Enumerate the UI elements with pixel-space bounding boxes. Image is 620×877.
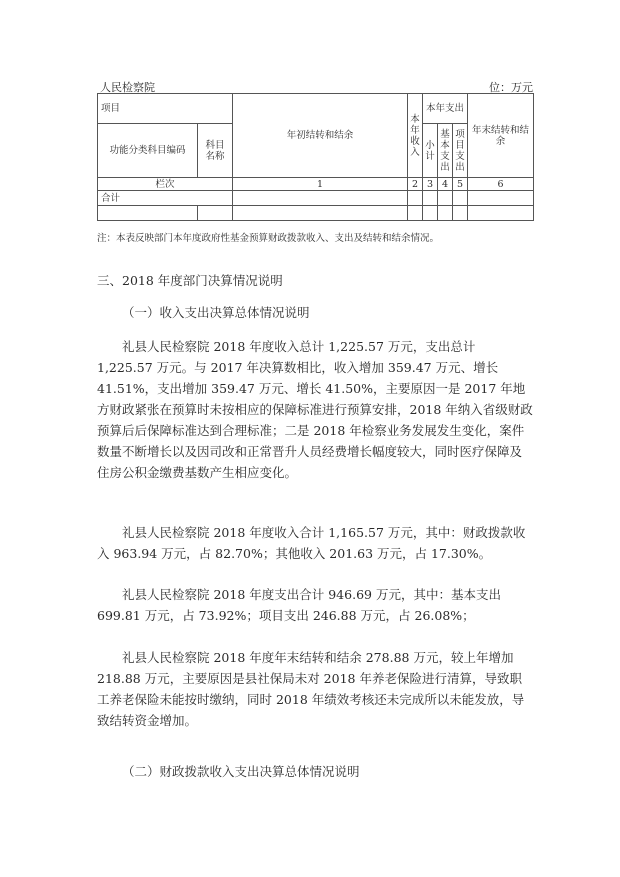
- subsection-1-title: （一）收入支出决算总体情况说明: [122, 305, 310, 320]
- project-expense-header: 项目支出: [455, 128, 465, 173]
- section-3-title: 三、2018 年度部门决算情况说明: [97, 273, 283, 288]
- col-number: 1: [233, 178, 408, 191]
- col-number: 6: [468, 178, 534, 191]
- end-balance-header: 年末结转和结余: [468, 94, 534, 178]
- unit-label: 位：万元: [489, 81, 533, 94]
- subsection-2-title: （二）财政拨款收入支出决算总体情况说明: [122, 764, 360, 779]
- paragraph-3: 礼县人民检察院 2018 年度支出合计 946.69 万元，其中：基本支出 699.81 万元，占 73.92%；项目支出 246.88 万元，占 26.08%；: [97, 587, 501, 623]
- subtotal-header: 小计: [425, 139, 435, 162]
- col-number: 5: [453, 178, 468, 191]
- col-row-label: 栏次: [98, 178, 233, 191]
- begin-balance-header: 年初结转和结余: [233, 94, 408, 178]
- subject-name-header: 科目名称: [205, 139, 225, 162]
- col-number: 2: [408, 178, 423, 191]
- paragraph-2: 礼县人民检察院 2018 年度收入合计 1,165.57 万元，其中：财政拨款收入 963.94 万元，占 82.70%；其他收入 201.63 万元，占 17.30%。: [97, 525, 526, 561]
- total-label: 合计: [98, 191, 233, 206]
- col-number: 3: [423, 178, 438, 191]
- col-number: 4: [438, 178, 453, 191]
- table-note: 注：本表反映部门本年度政府性基金预算财政拨款收入、支出及结转和结余情况。: [97, 233, 440, 244]
- item-header: 项目: [98, 94, 233, 124]
- income-header: 本年收入: [410, 113, 420, 158]
- paragraph-1: 礼县人民检察院 2018 年度收入总计 1,225.57 万元，支出总计 1,225.57 万元。与 2017 年决算数相比，收入增加 359.47 万元、增长 41.51%，支出增加 359.47 万元、增长 41.50%，主要原因一是 2017 年地方财政紧张在预算时未按相应的保障标准进行预算安排，2018 年纳入省级财政预算后后保障标准达到合理标准；二是 2018 年检察业务发展发生变化，案件数量不断增长以及因司改和正常晋升人员经费增长幅度较大，同时医疗保障及住房公积金缴费基数产生相应变化。: [97, 339, 533, 480]
- org-name: 人民检察院: [100, 81, 155, 94]
- paragraph-4: 礼县人民检察院 2018 年度年末结转和结余 278.88 万元，较上年增加 218.88 万元，主要原因是县社保局未对 2018 年养老保险进行清算，导致职工养老保险未能按时缴纳，同时 2018 年绩效考核还未完成所以未能发放，导致结转资金增加。: [97, 650, 525, 728]
- func-code-header: 功能分类科目编码: [98, 124, 198, 178]
- basic-expense-header: 基本支出: [440, 128, 450, 173]
- expense-group-header: 本年支出: [423, 94, 468, 124]
- fund-table: [97, 93, 534, 221]
